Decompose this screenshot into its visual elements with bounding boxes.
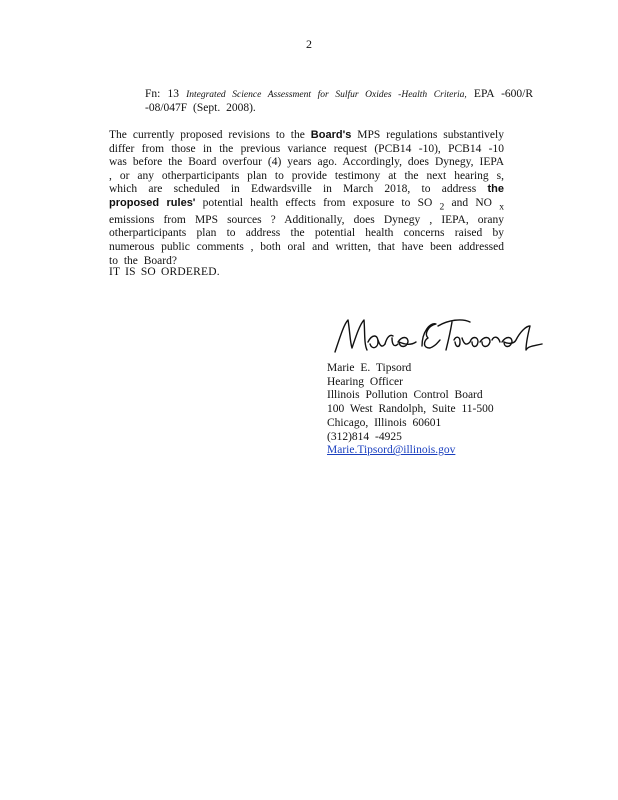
handwritten-signature	[330, 312, 550, 362]
body-paragraph	[109, 129, 504, 268]
address-line-1: 100 West Randolph, Suite 11-500	[327, 403, 494, 416]
footnote	[145, 88, 533, 115]
order-statement: IT IS SO ORDERED.	[109, 266, 220, 278]
body-text-1: The currently proposed revisions to the	[109, 129, 311, 141]
footnote-title: Integrated Science Assessment for Sulfur Oxides -Health Criteria,	[186, 90, 467, 100]
body-text-2: MPS regulations substantively differ from those in the previous variance request (PCB14 -10), PCB14 -10 was before the Board overfour (4) years ago. Accordingly, does Dynegy, IEPA , or any otherparticipants plan to provide testimony at the next hearing s, which are scheduled in Edwardsville in March 2018, to address	[109, 129, 504, 196]
email-link[interactable]: Marie.Tipsord@illinois.gov	[327, 444, 456, 457]
subscript-2: 2	[439, 201, 445, 213]
phone-number: (312)814 -4925	[327, 430, 402, 443]
body-emphasis-2: the proposed rules'	[109, 183, 504, 209]
signature-block	[327, 362, 527, 458]
signer-name: Marie E. Tipsord	[327, 362, 412, 374]
body-text-3: potential health effects from exposure to SO	[195, 196, 440, 209]
footnote-citation: EPA -600/R -08/047F (Sept. 2008).	[145, 88, 534, 114]
page-number: 2	[306, 37, 312, 51]
address-line-2: Chicago, Illinois 60601	[327, 416, 442, 429]
footnote-prefix: Fn: 13	[145, 88, 179, 100]
subscript-x: x	[499, 201, 504, 213]
body-text-5: emissions from MPS sources ? Additionally, does Dynegy , IEPA, orany otherparticipants plan to address the potential health concerns raised by numerous public comments , both oral and written, that have been addressed to the Board?	[109, 213, 504, 267]
signer-title: Hearing Officer	[327, 375, 403, 388]
body-emphasis-1: Board's	[310, 129, 352, 141]
body-text-4: and NO	[444, 196, 500, 209]
signer-organization: Illinois Pollution Control Board	[327, 389, 483, 402]
